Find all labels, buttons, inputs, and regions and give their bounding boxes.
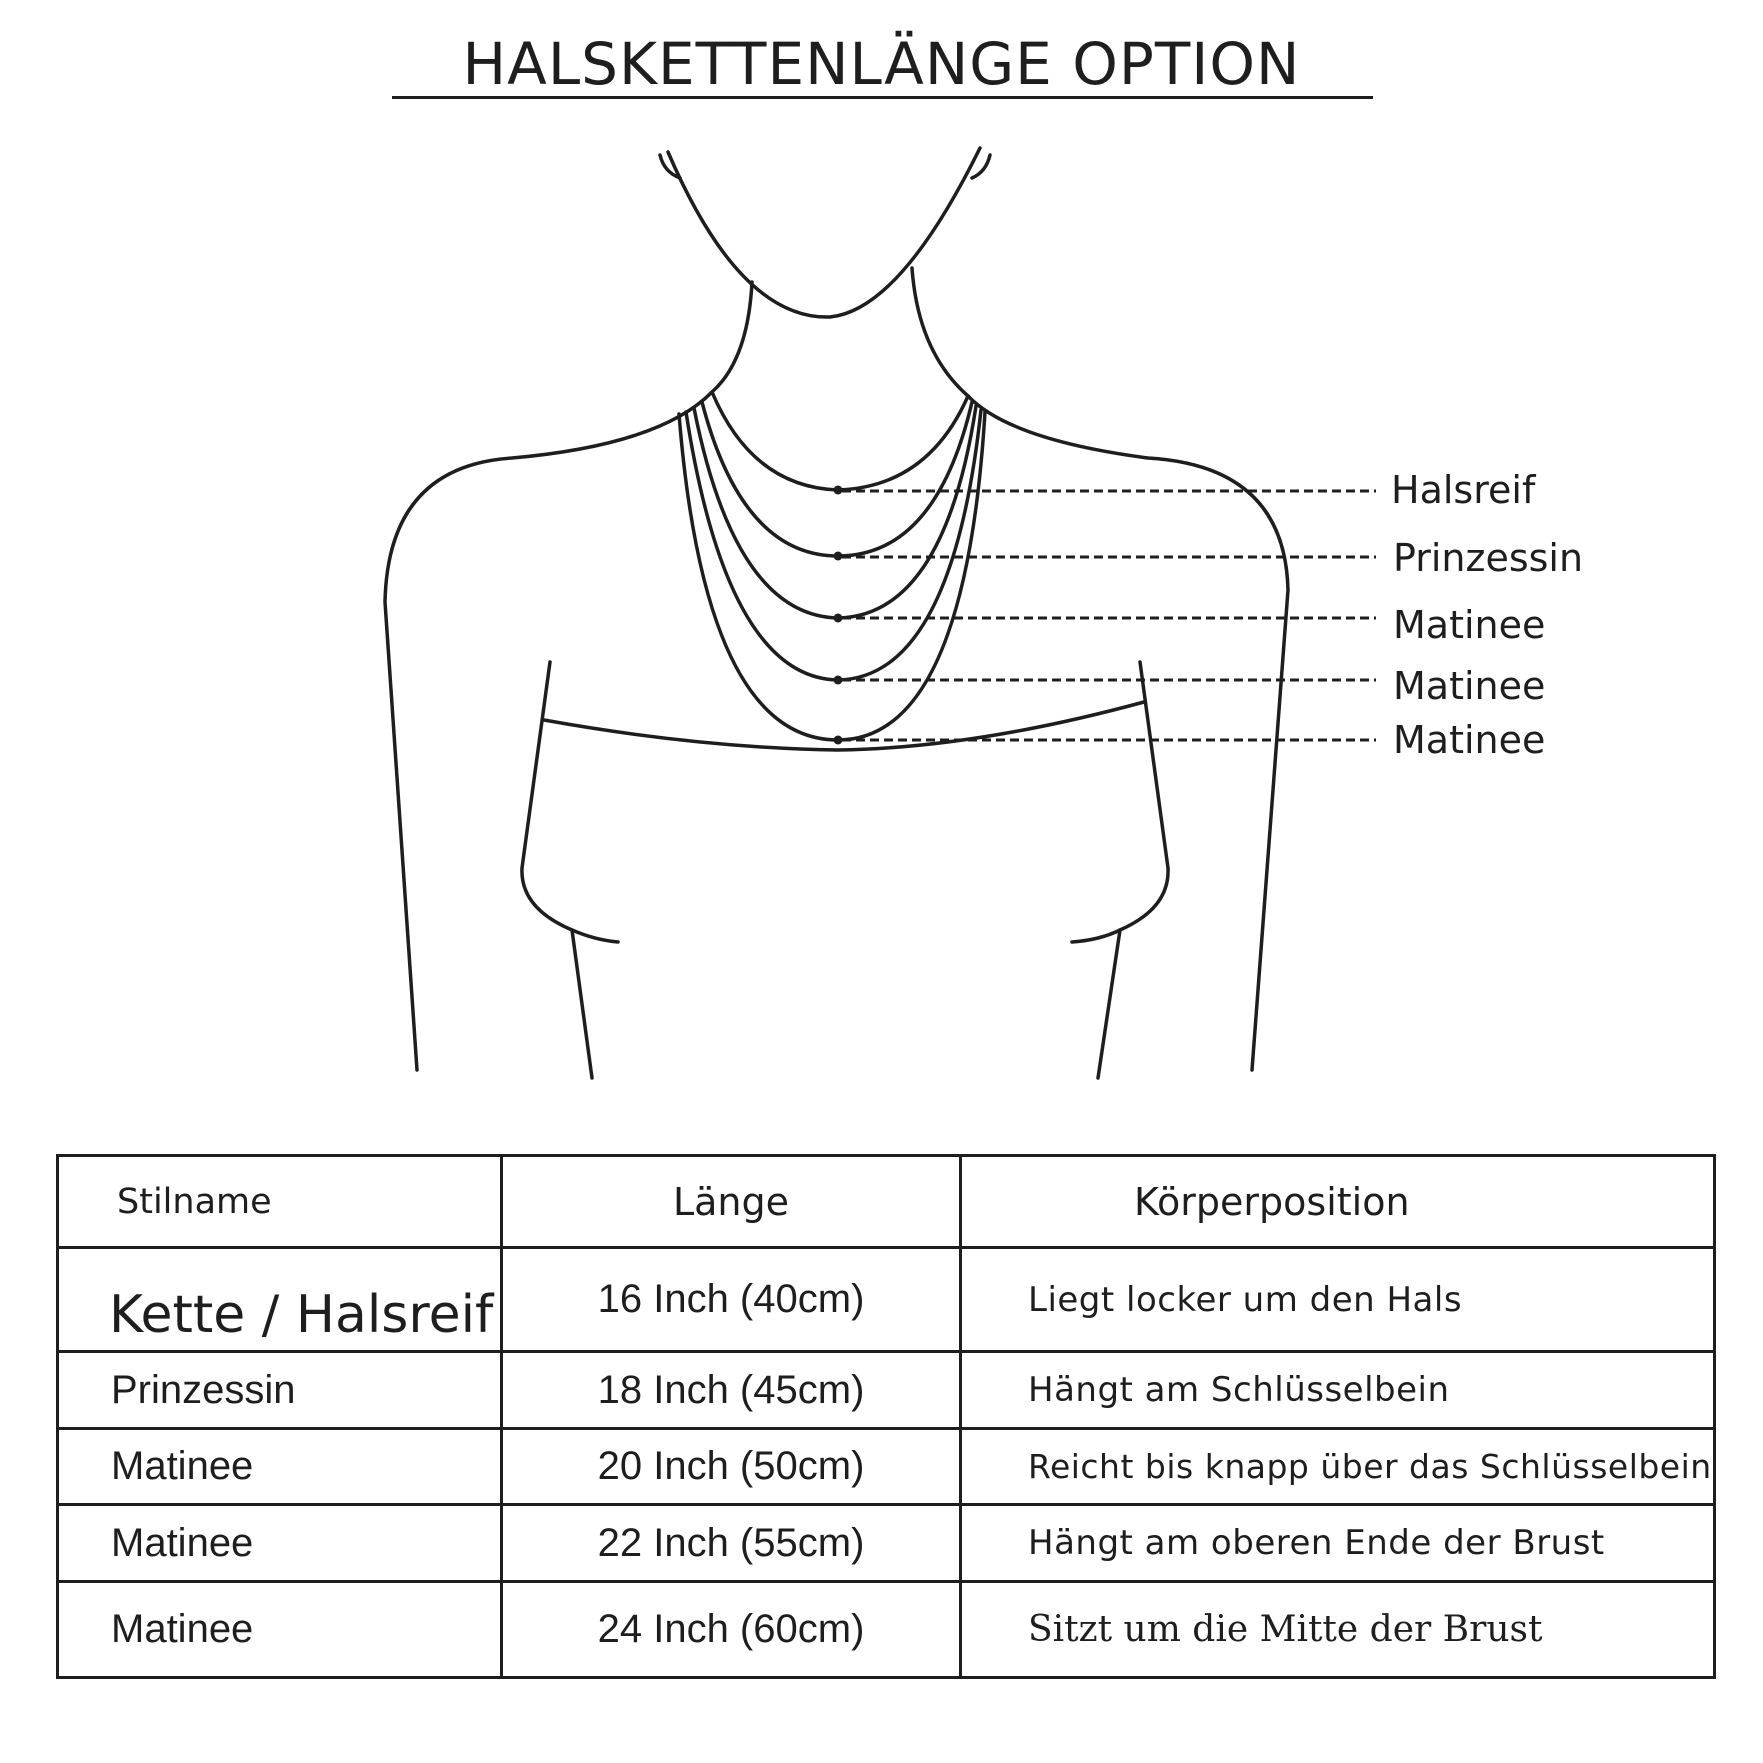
chin-outline — [668, 148, 980, 317]
table-row — [58, 1352, 1715, 1429]
row-length: 18 Inch (45cm) — [502, 1352, 961, 1429]
necklace-halsreif — [712, 392, 968, 490]
row-body-position: Liegt locker um den Hals — [961, 1248, 1715, 1352]
pendant-dot-5 — [834, 736, 843, 745]
pendant-dot-3 — [834, 614, 843, 623]
table-row — [58, 1582, 1715, 1678]
label-matinee-22: Matinee — [1393, 664, 1546, 708]
neck-left-outline — [712, 282, 752, 392]
row-body-position: Reicht bis knapp über das Schlüsselbein — [961, 1429, 1715, 1505]
left-underbust-outline — [572, 930, 618, 942]
label-matinee-20: Matinee — [1393, 603, 1546, 647]
necklace-prinzessin — [702, 402, 972, 556]
header-body-position: Körperposition — [961, 1156, 1715, 1248]
row-body-position: Hängt am oberen Ende der Brust — [961, 1505, 1715, 1582]
pendant-dot-2 — [834, 552, 843, 561]
necklace-matinee-24 — [679, 412, 985, 740]
row-style-name: Matinee — [58, 1505, 502, 1582]
necklace-length-table — [56, 1154, 1716, 1679]
header-style-name: Stilname — [58, 1156, 502, 1248]
left-torso-outline — [522, 662, 592, 1078]
label-prinzessin: Prinzessin — [1393, 536, 1584, 580]
table-row — [58, 1505, 1715, 1582]
page-title: HALSKETTENLÄNGE OPTION — [462, 30, 1301, 98]
right-underbust-outline — [1072, 930, 1120, 942]
row-style-name: Kette / Halsreif — [58, 1248, 502, 1352]
label-matinee-24: Matinee — [1393, 718, 1546, 762]
neck-right-outline — [912, 268, 968, 396]
row-style-name: Matinee — [58, 1429, 502, 1505]
row-body-position: Hängt am Schlüsselbein — [961, 1352, 1715, 1429]
pendant-dot-1 — [834, 486, 843, 495]
row-body-position: Sitzt um die Mitte der Brust — [961, 1582, 1715, 1678]
pendant-dot-4 — [834, 676, 843, 685]
table-row — [58, 1429, 1715, 1505]
right-torso-outline — [1098, 662, 1168, 1078]
neckline-band — [544, 702, 1144, 750]
row-length: 22 Inch (55cm) — [502, 1505, 961, 1582]
row-length: 16 Inch (40cm) — [502, 1248, 961, 1352]
header-length: Länge — [502, 1156, 961, 1248]
left-shoulder-outline — [385, 392, 712, 1070]
label-halsreif: Halsreif — [1391, 468, 1536, 512]
table-header-row — [58, 1156, 1715, 1248]
row-length: 24 Inch (60cm) — [502, 1582, 961, 1678]
row-style-name: Matinee — [58, 1582, 502, 1678]
row-style-name: Prinzessin — [58, 1352, 502, 1429]
row-length: 20 Inch (50cm) — [502, 1429, 961, 1505]
table-row — [58, 1248, 1715, 1352]
